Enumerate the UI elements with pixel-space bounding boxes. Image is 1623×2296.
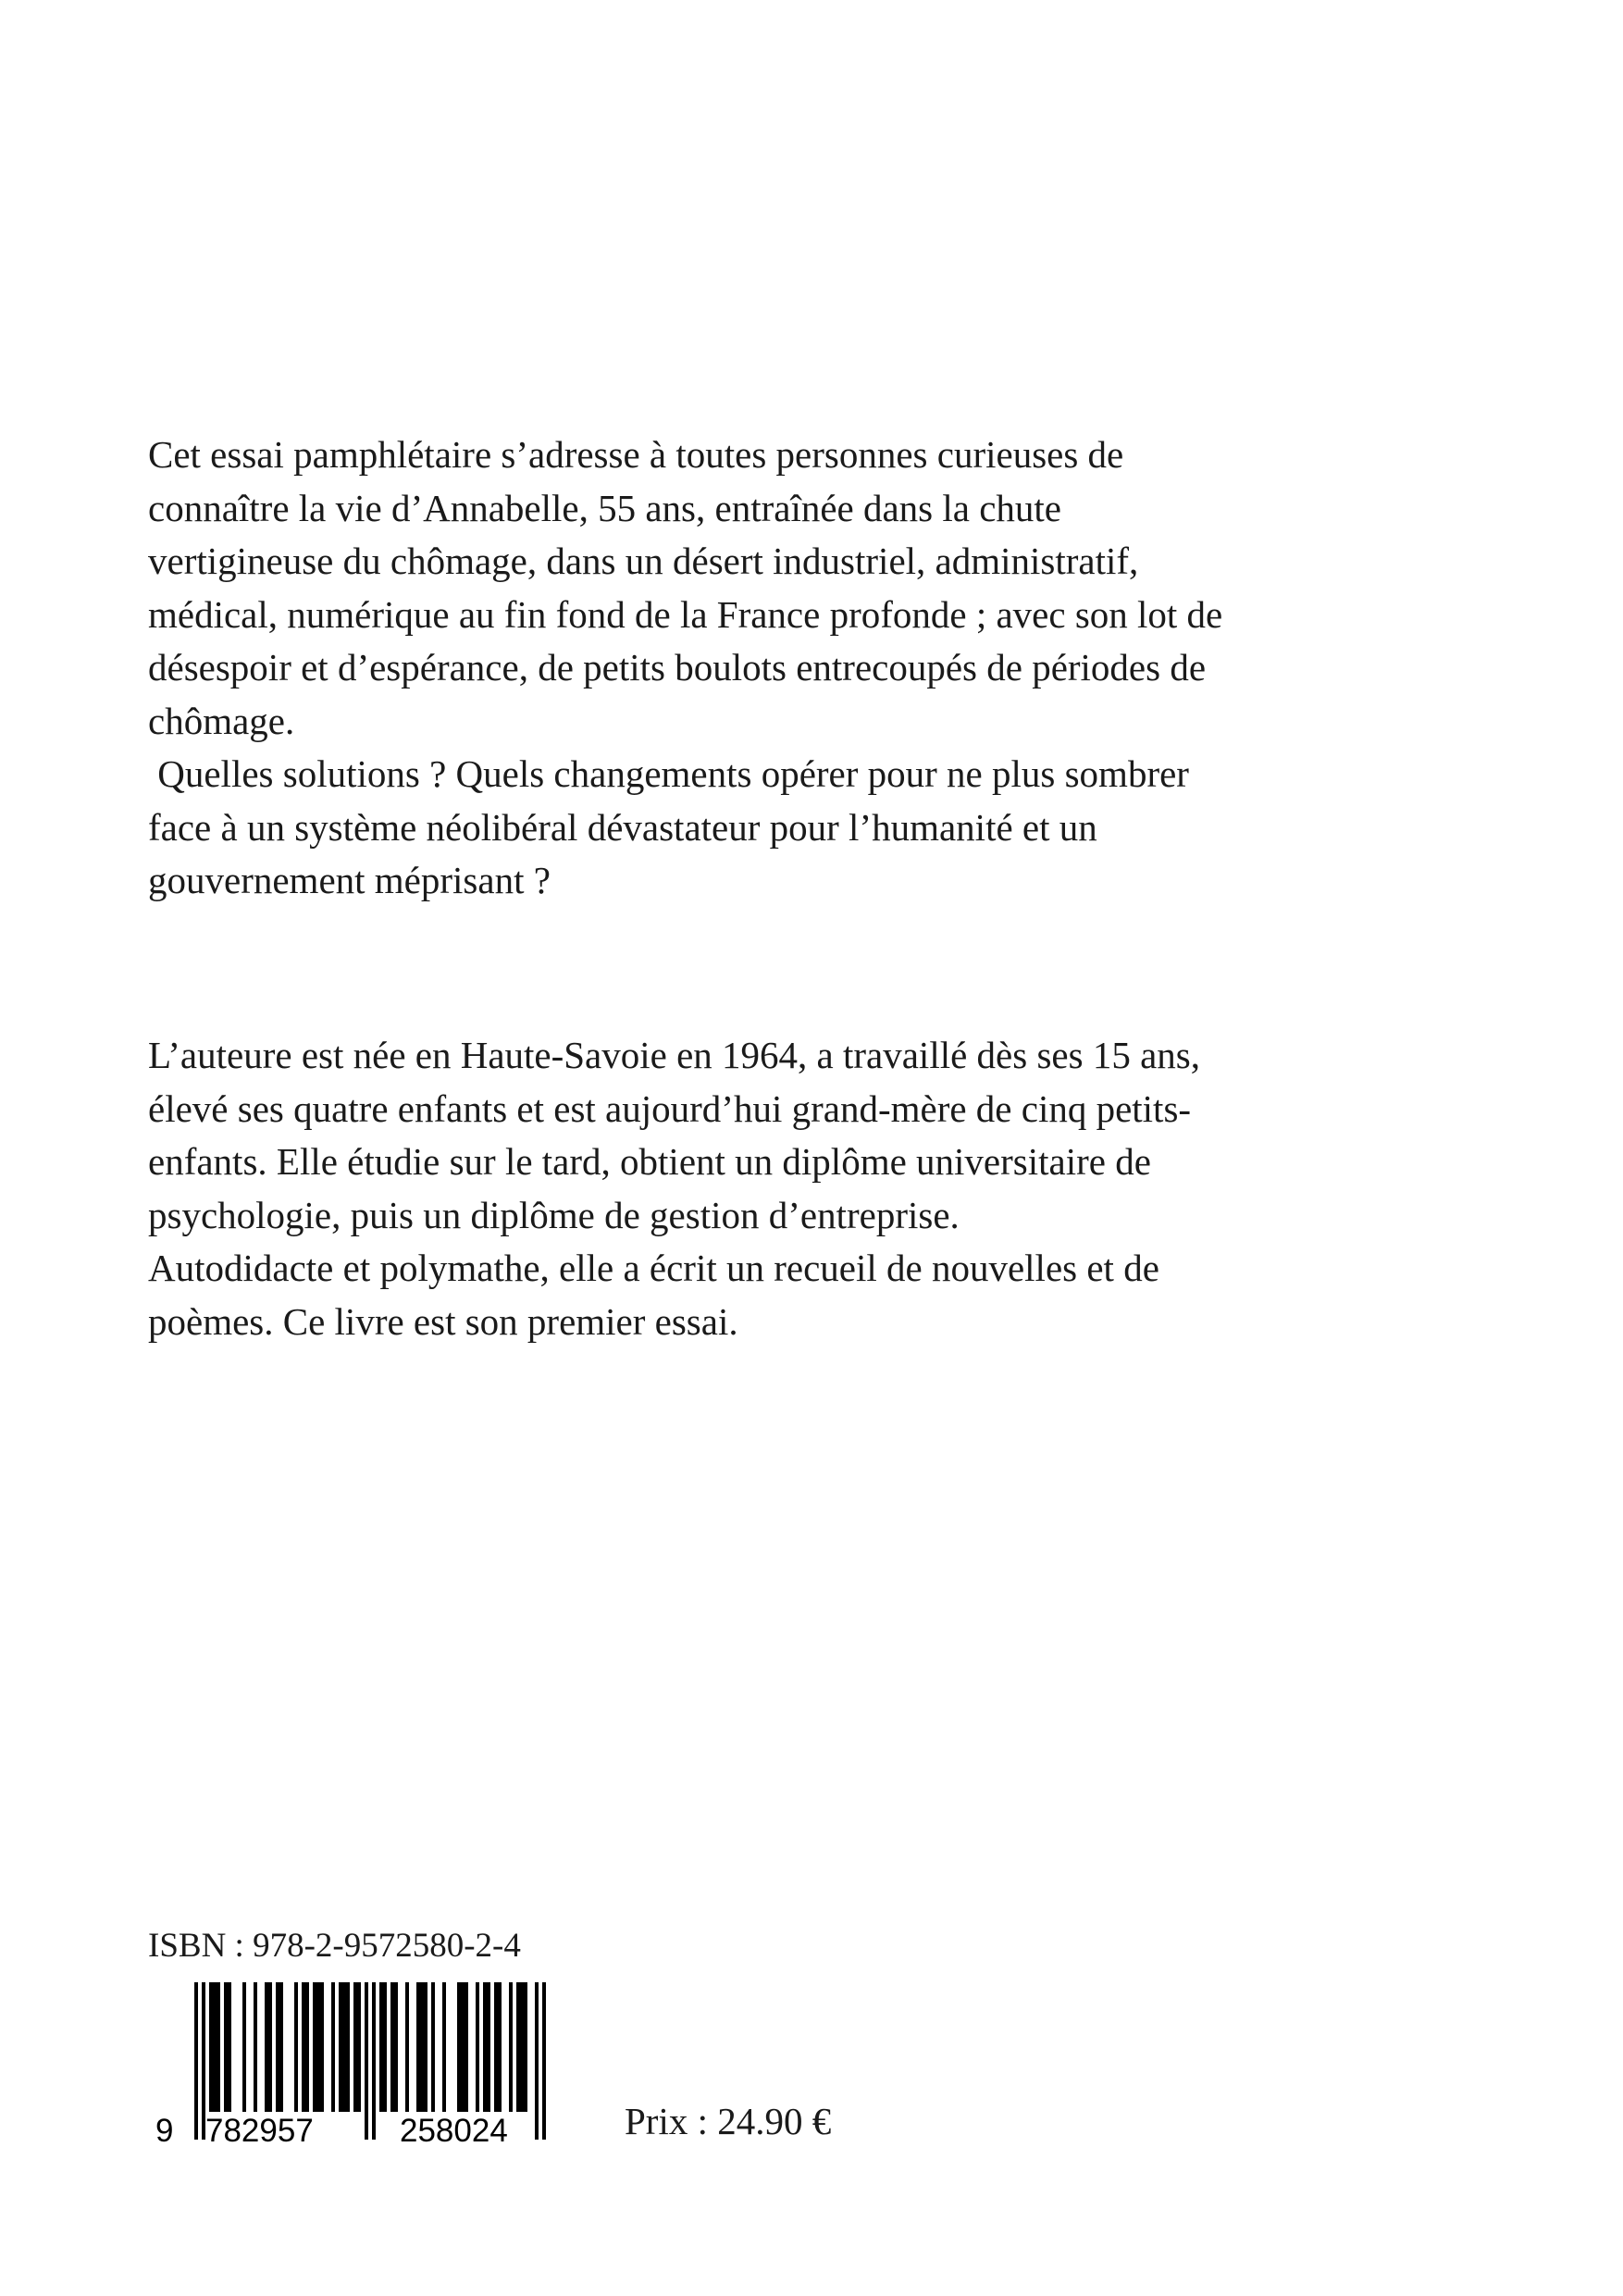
summary-line: vertigineuse du chômage, dans un désert industriel, administratif, [148, 540, 1139, 582]
barcode-bar [442, 1982, 446, 2112]
back-cover-summary [148, 428, 1536, 908]
barcode-bar [420, 1982, 424, 2112]
barcode-bar [213, 1982, 217, 2112]
barcode-bar [372, 1982, 376, 2140]
barcode-bar [509, 1982, 513, 2112]
summary-line: connaître la vie d’Annabelle, 55 ans, entraînée dans la chute [148, 486, 1062, 529]
barcode-bar [535, 1982, 539, 2140]
barcode-bar [487, 1982, 490, 2112]
barcode-bar [316, 1982, 320, 2112]
barcode-bar [390, 1982, 394, 2112]
barcode-first-digit: 9 [155, 2113, 174, 2147]
barcode [148, 1980, 583, 2147]
author-bio-line: élevé ses quatre enfants et est aujourd’hui grand-mère de cinq petits- [148, 1086, 1192, 1130]
barcode-bar [302, 1982, 305, 2112]
summary-line: face à un système néolibéral dévastateur pour l’humanité et un [148, 805, 1097, 849]
barcode-bar [254, 1982, 257, 2112]
barcode-bar [394, 1982, 398, 2112]
barcode-bar [294, 1982, 298, 2112]
barcode-bar [242, 1982, 246, 2112]
barcode-bar [405, 1982, 409, 2112]
barcode-bar [313, 1982, 316, 2112]
barcode-bar [516, 1982, 520, 2112]
barcode-bar [465, 1982, 468, 2112]
barcode-bar [365, 1982, 368, 2140]
barcode-bar [431, 1982, 435, 2112]
barcode-bar [224, 1982, 228, 2112]
barcode-bar [498, 1982, 502, 2112]
barcode-bar [279, 1982, 283, 2112]
summary-line: gouvernement méprisant ? [148, 859, 551, 901]
barcode-bar [416, 1982, 420, 2112]
author-bio-line: L’auteure est née en Haute-Savoie en 1964, a travaillé dès ses 15 ans, [148, 1034, 1200, 1076]
barcode-left-digits: 782957 [205, 2113, 314, 2147]
barcode-bar [209, 1982, 213, 2112]
barcode-bar [342, 1982, 346, 2112]
barcode-bar [483, 1982, 487, 2112]
isbn-label: ISBN : 978-2-9572580-2-4 [148, 1927, 521, 1965]
summary-line: Cet essai pamphlétaire s’adresse à toutes personnes curieuses de [148, 433, 1124, 476]
summary-line: désespoir et d’espérance, de petits boulots entrecoupés de périodes de [148, 646, 1207, 689]
barcode-bar [265, 1982, 268, 2112]
barcode-bar [476, 1982, 479, 2112]
barcode-bar [357, 1982, 361, 2112]
barcode-bar [194, 1982, 198, 2140]
author-bio-line: Autodidacte et polymathe, elle a écrit un recueil de nouvelles et de [148, 1247, 1159, 1289]
author-bio-line: psychologie, puis un diplôme de gestion d’entreprise. [148, 1193, 960, 1236]
barcode-bar [461, 1982, 465, 2112]
barcode-bar [379, 1982, 383, 2112]
barcode-bar [320, 1982, 324, 2112]
barcode-bar [305, 1982, 309, 2112]
price-label: Prix : 24.90 € [625, 2100, 832, 2142]
author-bio-line: poèmes. Ce livre est son premier essai. [148, 1299, 738, 1343]
barcode-bar [331, 1982, 335, 2112]
summary-line: Quelles solutions ? Quels changements opérer pour ne plus sombrer [148, 752, 1189, 795]
barcode-bar [228, 1982, 231, 2112]
barcode-bar [276, 1982, 279, 2112]
barcode-bar [524, 1982, 527, 2112]
summary-line: médical, numérique au fin fond de la France profonde ; avec son lot de [148, 592, 1223, 636]
barcode-bar [217, 1982, 220, 2112]
author-bio [148, 1029, 1536, 1348]
barcode-bar [383, 1982, 387, 2112]
barcode-bar [346, 1982, 350, 2112]
barcode-bar [520, 1982, 524, 2112]
barcode-bar [353, 1982, 357, 2112]
barcode-bar [339, 1982, 342, 2112]
barcode-bar [494, 1982, 498, 2112]
barcode-right-digits: 258024 [400, 2113, 508, 2147]
barcode-bar [268, 1982, 272, 2112]
barcode-bar [542, 1982, 546, 2140]
summary-line: chômage. [148, 699, 295, 742]
barcode-bar [457, 1982, 461, 2112]
author-bio-line: enfants. Elle étudie sur le tard, obtient un diplôme universitaire de [148, 1140, 1151, 1183]
barcode-bar [424, 1982, 427, 2112]
